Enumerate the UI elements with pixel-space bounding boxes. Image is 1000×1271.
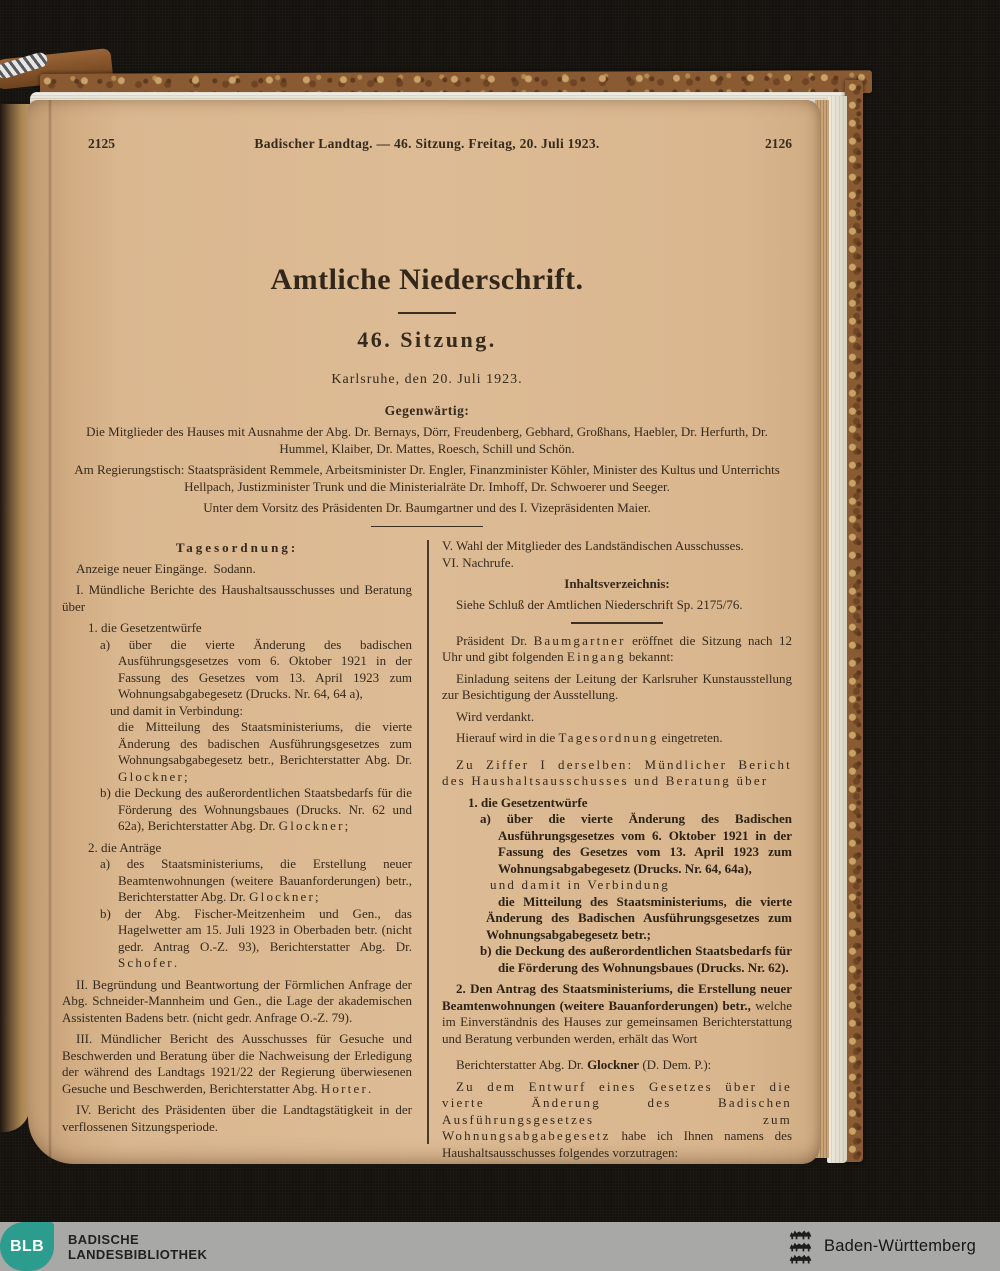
- library-name-line2: LANDESBIBLIOTHEK: [68, 1246, 208, 1262]
- paragraph: 1. die Gesetzentwürfe: [468, 794, 588, 810]
- present-members: Die Mitglieder des Hauses mit Ausnahme der Abg. Dr. Bernays, Dörr, Freudenberg, Gebhard, Großhans, Haebler, Dr. Herfurth, Dr. Hummel, Klaiber, Dr. Mattes, Roesch, Schill und Schön.: [86, 424, 768, 456]
- paragraph: IV. Bericht des Präsidenten über die Landtagstätigkeit in der verflossenen Sitzungsperiode.: [62, 1102, 416, 1134]
- library-name-line1: BADISCHE: [68, 1231, 140, 1247]
- paragraph: a) über die vierte Änderung des badischen Ausführungsgesetzes vom 6. Oktober 1921 in der Fassung des Gesetzes vom 13. April 1923 zum Wohnungsabgabegesetz (Drucks. Nr. 64, 64 a),: [100, 636, 416, 701]
- column-divider: [427, 540, 429, 1144]
- paragraph: Tagesordnung:: [175, 540, 299, 555]
- paragraph: I. Mündliche Berichte des Haushaltsausschusses und Beratung über: [62, 582, 416, 614]
- paragraph: 2. Den Antrag des Staatsministeriums, die Erstellung neuer Beamtenwohnungen (weitere Bauanforderungen) betr., welche im Einverständnis des Hauses zur gemeinsamen Berichterstattung und Beratung verbunden werden, erhält das Wort: [442, 981, 796, 1046]
- paragraph: V. Wahl der Mitglieder des Landständischen Ausschusses.: [442, 538, 744, 553]
- paragraph: Berichterstatter Abg. Dr. Glockner (D. Dem. P.):: [456, 1057, 712, 1072]
- paragraph: b) die Deckung des außerordentlichen Staatsbedarfs für die Förderung des Wohnungsbaues (Drucks. Nr. 62).: [480, 943, 796, 975]
- column-number-right: 2126: [765, 136, 792, 151]
- state-branding: [787, 1227, 976, 1267]
- library-name: [68, 1232, 207, 1262]
- paragraph: 2. die Anträge: [88, 839, 162, 855]
- present-chair: Unter dem Vorsitz des Präsidenten Dr. Baumgartner und des I. Vizepräsidenten Maier.: [203, 500, 651, 515]
- left-column: [62, 538, 416, 1161]
- section-divider-rule: [371, 526, 483, 528]
- paragraph: III. Mündlicher Bericht des Ausschusses für Gesuche und Beschwerden und Beratung über die Nachweisung der Erledigung der während des Landtags 1921/22 der Regierung überwiesenen Gesuche und Beschwerden, Berichterstatter Abg. Horter.: [62, 1031, 416, 1096]
- title-divider-rule: [398, 312, 456, 314]
- present-heading: Gegenwärtig:: [384, 403, 470, 418]
- paragraph: die Mitteilung des Staatsministeriums, die vierte Änderung des badischen Ausführungsgesetzes zum Wohnungsabgabegesetz betr., Berichterstatter Abg. Dr. Glockner;: [118, 719, 416, 784]
- paragraph: Zu dem Entwurf eines Gesetzes über die vierte Änderung des Badischen Ausführungsgesetzes zum Wohnungsabgabegesetz habe ich Ihnen namens des Haushaltsausschusses folgendes vorzutragen:: [442, 1078, 798, 1160]
- paragraph: Wird verdankt.: [456, 708, 535, 724]
- page-block-edge-right: [827, 96, 847, 1163]
- right-column: [442, 538, 798, 1161]
- paragraph: II. Begründung und Beantwortung der Förmlichen Anfrage der Abg. Schneider-Mannheim und Gen., die Lage der akademischen Assistenten Badens betr. (nicht gedr. Anfrage O.-Z. 79).: [62, 976, 415, 1025]
- book-gutter-pages: [0, 104, 30, 1132]
- column-number-left: 2125: [88, 136, 115, 151]
- paragraph: Zu Ziffer I derselben: Mündlicher Bericht des Haushaltsausschusses und Beratung über: [442, 756, 798, 788]
- paragraph: b) der Abg. Fischer-Meitzenheim und Gen., das Hagelwetter am 15. Juli 1923 in Oberbaden betr. (nicht gedr. Antrag O.-Z. 93), Berichterstatter Abg. Dr. Schofer.: [100, 905, 416, 970]
- paragraph: b) die Deckung des außerordentlichen Staatsbedarfs für die Förderung des Wohnungsbaues (Drucks. Nr. 62 und 62a), Berichterstatter Abg. Dr. Glockner;: [100, 785, 416, 833]
- page-header: [62, 136, 792, 152]
- session-heading: 46. Sitzung.: [357, 327, 497, 352]
- library-footer-bar: [0, 1222, 1000, 1271]
- paragraph: und damit in Verbindung:: [110, 702, 244, 718]
- paragraph: Einladung seitens der Leitung der Karlsruher Kunstausstellung zur Besichtigung der Ausstellung.: [442, 670, 796, 702]
- paragraph: VI. Nachrufe.: [442, 554, 514, 570]
- paragraph: a) über die vierte Änderung des Badischen Ausführungsgesetzes vom 6. Oktober 1921 in der Fassung des Gesetzes vom 13. April 1923 zum Wohnungsabgabegesetz (Drucks. Nr. 64, 64a),: [480, 811, 796, 876]
- paragraph: Präsident Dr. Baumgartner eröffnet die Sitzung nach 12 Uhr und gibt folgenden Eingang bekannt:: [442, 632, 796, 664]
- paragraph: Inhaltsverzeichnis:: [564, 576, 670, 591]
- paragraph: und damit in Verbindung: [490, 877, 670, 892]
- present-government: Am Regierungstisch: Staatspräsident Remmele, Arbeitsminister Dr. Engler, Finanzminister Köhler, Minister des Kultus und Unterrichts Hellpach, Justizminister Trunk und die Ministerialräte Dr. Imhoff, Dr. Schwoerer und Seeger.: [74, 462, 780, 494]
- paragraph: 1. die Gesetzentwürfe: [88, 620, 202, 635]
- inline-divider-rule: [571, 622, 663, 624]
- scanned-page: [28, 100, 820, 1164]
- paragraph: die Mitteilung des Staatsministeriums, die vierte Änderung des Badischen Ausführungsgesetzes zum Wohnungsabgabegesetz betr.;: [486, 893, 796, 942]
- two-column-section: [62, 538, 798, 1161]
- blb-logo: [0, 1222, 54, 1271]
- book-cover-edge-right: [845, 80, 863, 1162]
- dateline: Karlsruhe, den 20. Juli 1923.: [331, 372, 523, 387]
- paragraph: Anzeige neuer Eingänge. Sodann.: [76, 560, 256, 576]
- blb-logo-text: BLB: [9, 1237, 45, 1255]
- paragraph: a) des Staatsministeriums, die Erstellung neuer Beamtenwohnungen (weitere Bauanforderungen) betr., Berichterstatter Abg. Dr. Glockner;: [100, 856, 416, 904]
- paragraph: Hierauf wird in die Tagesordnung eingetreten.: [456, 730, 723, 745]
- coat-of-arms-icon: [787, 1227, 813, 1267]
- running-title: Badischer Landtag. — 46. Sitzung. Freitag, 20. Juli 1923.: [254, 136, 600, 151]
- paragraph: Siehe Schluß der Amtlichen Niederschrift Sp. 2175/76.: [456, 596, 743, 612]
- document-title: Amtliche Niederschrift.: [270, 263, 584, 296]
- state-name: Baden-Württemberg: [824, 1237, 976, 1255]
